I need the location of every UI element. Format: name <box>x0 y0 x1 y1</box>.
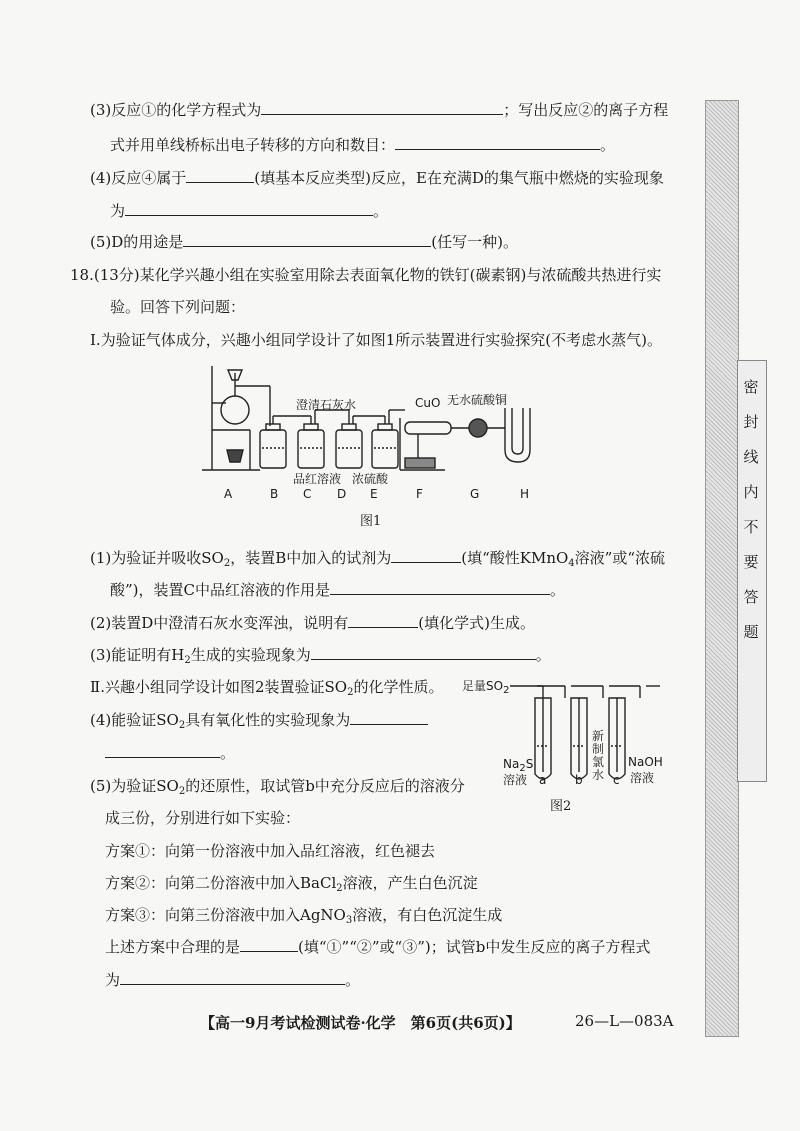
label-na2s-solution: 溶液 <box>503 773 528 787</box>
apparatus-letter: B <box>270 487 279 501</box>
binding-margin-pattern <box>705 100 739 1037</box>
apparatus-letter: H <box>520 487 530 501</box>
q18-part1: Ⅰ.为验证气体成分，兴趣小组同学设计了如图1所示装置进行实验探究(不考虑水蒸气)。 <box>90 331 662 349</box>
q17-item3-line2: 式并用单线桥标出电子转移的方向和数目： 。 <box>110 136 616 154</box>
tube-label-b: b <box>575 773 583 787</box>
answer-blank[interactable] <box>311 645 536 660</box>
apparatus-letter: C <box>303 487 312 501</box>
apparatus-letter: A <box>224 487 233 501</box>
label-excess-so2: 足量$SO_2$ <box>462 679 510 696</box>
tube-label-c: c <box>613 773 620 787</box>
answer-blank[interactable] <box>391 548 461 563</box>
figure2-caption: 图2 <box>550 799 572 814</box>
answer-blank[interactable] <box>395 135 600 150</box>
figure1-caption: 图1 <box>360 514 382 529</box>
footer-title: 【高一9月考试检测试卷·化学 第6页(共6页)】 <box>200 1014 521 1032</box>
apparatus-letter: F <box>416 487 423 501</box>
tube-label-a: a <box>539 773 547 787</box>
q17-item4-line1: (4)反应④属于 (填基本反应类型)反应，E在充满D的集气瓶中燃烧的实验现象 <box>90 169 664 187</box>
answer-blank[interactable] <box>183 232 431 247</box>
answer-blank[interactable] <box>348 613 418 628</box>
apparatus-letter: G <box>470 487 480 501</box>
q18-intro-line2: 验。回答下列问题： <box>110 298 246 316</box>
label-conc-h2so4: 浓硫酸 <box>352 472 389 486</box>
label-na2s: $Na_2S$ <box>503 757 534 774</box>
q18-item5-line3: 上述方案中合理的是 (填“①”“②”或“③”)；试管b中发生反应的离子方程式 <box>105 938 651 956</box>
plan-2: 方案②：向第二份溶液中加入BaCl$_2$溶液，产生白色沉淀 <box>105 874 478 894</box>
q17-item4-line2: 为 。 <box>110 202 389 220</box>
answer-blank[interactable] <box>240 937 298 952</box>
plan-1: 方案①：向第一份溶液中加入品红溶液，红色褪去 <box>105 842 436 860</box>
label-limewater: 澄清石灰水 <box>296 398 357 412</box>
q18-item4-line2: 。 <box>105 743 235 763</box>
q18-item5-line1: (5)为验证$SO_2$的还原性，取试管b中充分反应后的溶液分 <box>90 777 465 797</box>
label-naoh-solution: 溶液 <box>630 771 655 785</box>
answer-blank[interactable] <box>350 710 428 725</box>
q17-item5: (5)D的用途是 (任写一种)。 <box>90 233 518 251</box>
q18-item5-line4: 为 。 <box>105 971 361 989</box>
label-cuo: CuO <box>415 396 441 410</box>
q18-item1-line2: 酸”)，装置C中品红溶液的作用是 。 <box>110 581 566 599</box>
answer-blank[interactable] <box>105 743 220 758</box>
label-pinhong: 品红溶液 <box>293 472 342 486</box>
q18-item2: (2)装置D中澄清石灰水变浑浊，说明有 (填化学式)生成。 <box>90 614 535 632</box>
label-anhydrous-cuso4: 无水硫酸铜 <box>447 393 508 407</box>
answer-blank[interactable] <box>120 970 345 985</box>
answer-blank[interactable] <box>261 100 503 115</box>
q18-item3: (3)能证明有$H_2$生成的实验现象为 。 <box>90 646 551 666</box>
label-fresh-chlorine-water: 新 制 氯 水 <box>592 729 605 782</box>
answer-blank[interactable] <box>125 201 373 216</box>
q18-part2: Ⅱ.兴趣小组同学设计如图2装置验证$SO_2$的化学性质。 <box>90 678 444 698</box>
plan-3: 方案③：向第三份溶液中加入AgNO$_3$溶液，有白色沉淀生成 <box>105 906 503 926</box>
apparatus-letter: D <box>337 487 347 501</box>
seal-text: 密 封 线 内 不 要 答 题 <box>743 378 759 641</box>
q18-item4-line1: (4)能验证$SO_2$具有氧化性的实验现象为 <box>90 710 428 736</box>
footer-code: 26—L—083A <box>575 1012 674 1030</box>
q17-item3-line1: (3)反应①的化学方程式为 ；写出反应②的离子方程 <box>90 101 669 119</box>
apparatus-letter: E <box>370 487 378 501</box>
answer-blank[interactable] <box>186 168 254 183</box>
q18-item1-line1: (1)为验证并吸收$SO_2$，装置B中加入的试剂为 (填“酸性KMnO$_4$溶液”或“浓硫 <box>90 549 665 569</box>
q18-intro-line1: 18.(13分)某化学兴趣小组在实验室用除去表面氧化物的铁钉(碳素钢)与浓硫酸共热进行实 <box>70 266 662 284</box>
q18-item5-line2: 成三份，分别进行如下实验： <box>105 809 301 827</box>
label-naoh: NaOH <box>628 755 663 769</box>
answer-blank[interactable] <box>330 580 550 595</box>
